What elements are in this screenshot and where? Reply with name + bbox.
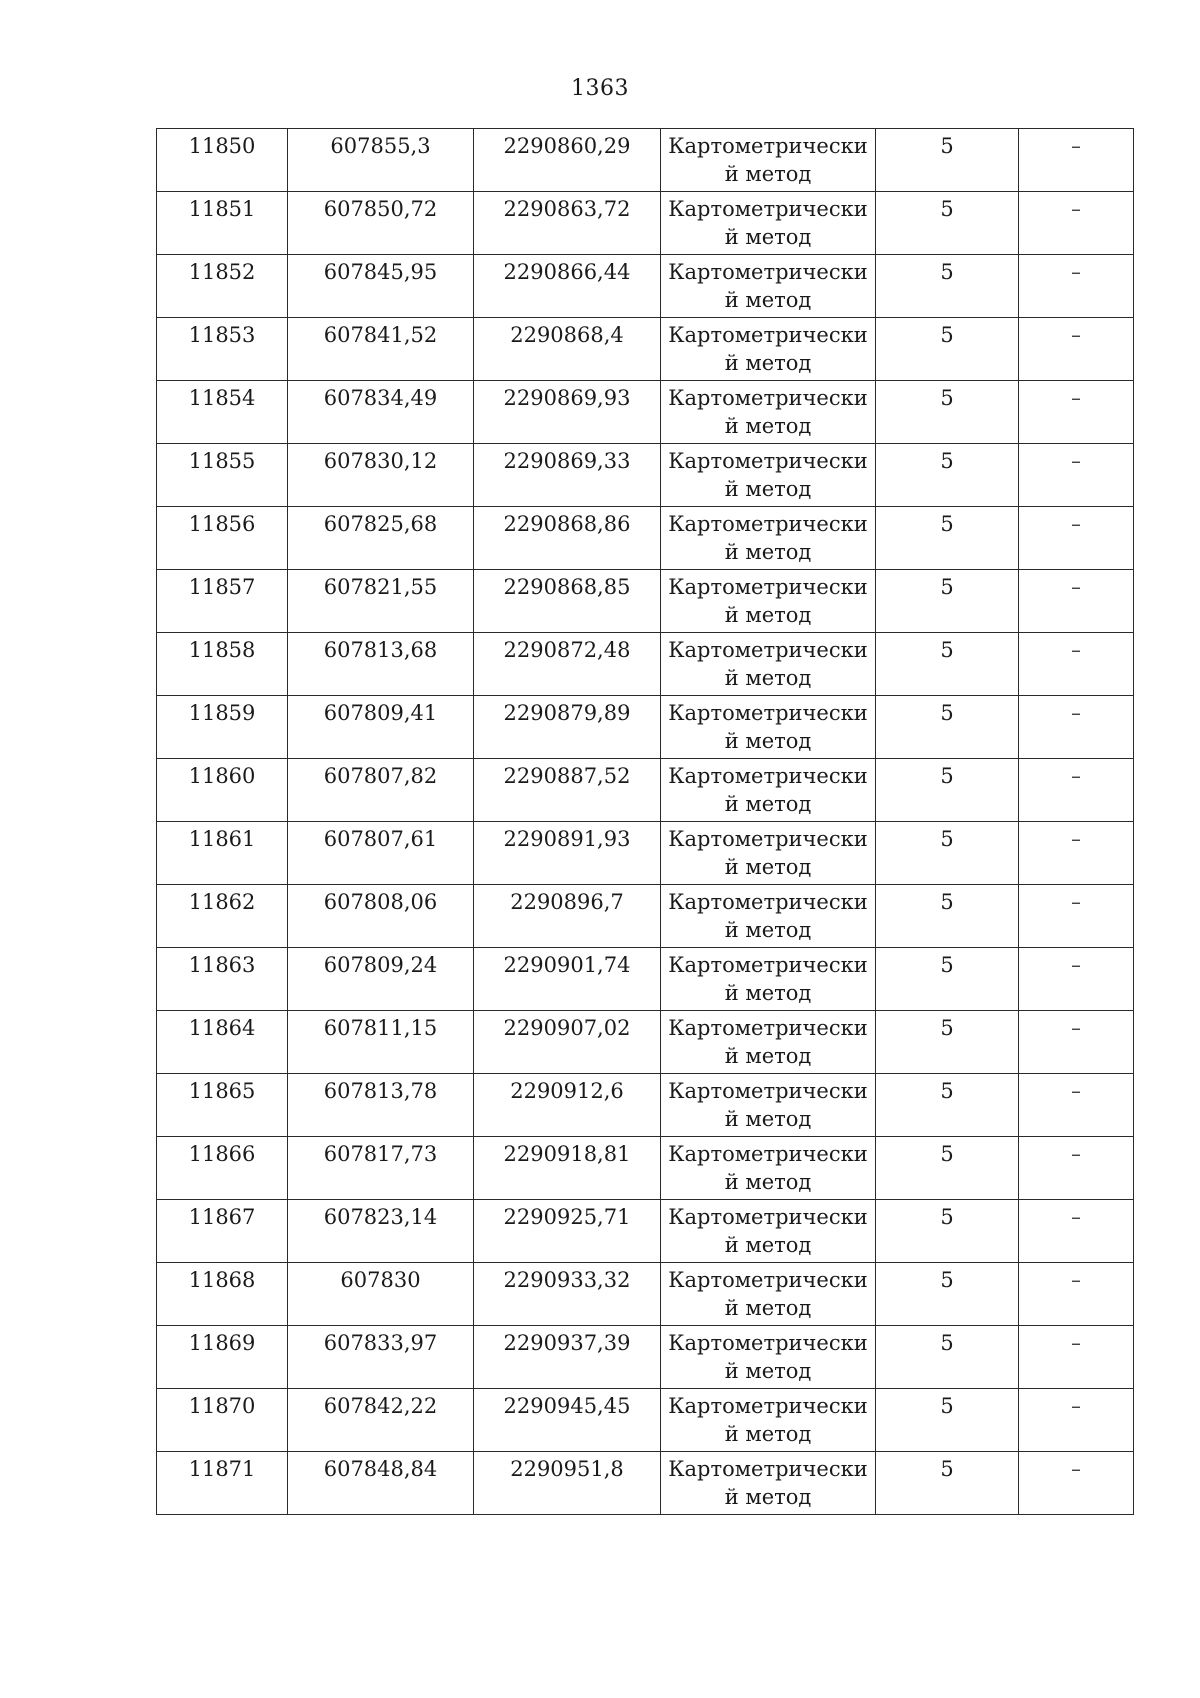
note-cell [1019,948,1134,1011]
accuracy-cell-text: 5 [940,512,954,536]
x-coordinate-cell-text: 607825,68 [323,512,438,536]
y-coordinate-cell-text: 2290887,52 [503,764,631,788]
method-cell [661,696,876,759]
page-number: 1363 [571,76,629,101]
y-coordinate-cell-text: 2290907,02 [503,1016,631,1040]
point-number-cell-text: 11863 [188,953,256,977]
point-number-cell [157,318,288,381]
table-row [157,885,1134,948]
method-cell [661,885,876,948]
accuracy-cell [876,1200,1019,1263]
x-coordinate-cell [288,1452,474,1515]
point-number-cell-text: 11857 [188,575,256,599]
accuracy-cell-text: 5 [940,1268,954,1292]
method-cell [661,444,876,507]
accuracy-cell [876,1011,1019,1074]
point-number-cell [157,129,288,192]
table-row [157,696,1134,759]
point-number-cell-text: 11862 [188,890,256,914]
y-coordinate-cell-text: 2290869,33 [503,449,631,473]
point-number-cell [157,1011,288,1074]
method-cell-text: Картометрически й метод [668,386,868,438]
x-coordinate-cell [288,570,474,633]
note-cell [1019,444,1134,507]
y-coordinate-cell-text: 2290860,29 [503,134,631,158]
y-coordinate-cell [474,1326,661,1389]
point-number-cell-text: 11871 [188,1457,256,1481]
accuracy-cell-text: 5 [940,575,954,599]
note-cell [1019,1200,1134,1263]
accuracy-cell [876,381,1019,444]
x-coordinate-cell-text: 607833,97 [323,1331,438,1355]
table-row [157,570,1134,633]
method-cell [661,1326,876,1389]
method-cell-text: Картометрически й метод [668,827,868,879]
x-coordinate-cell-text: 607841,52 [323,323,438,347]
note-cell [1019,759,1134,822]
method-cell-text: Картометрически й метод [668,953,868,1005]
point-number-cell [157,255,288,318]
accuracy-cell-text: 5 [940,701,954,725]
x-coordinate-cell [288,255,474,318]
y-coordinate-cell-text: 2290945,45 [503,1394,631,1418]
accuracy-cell-text: 5 [940,1205,954,1229]
accuracy-cell [876,255,1019,318]
note-cell [1019,1074,1134,1137]
x-coordinate-cell-text: 607813,78 [323,1079,438,1103]
table-row [157,444,1134,507]
note-cell [1019,318,1134,381]
note-cell-text: – [1071,1457,1081,1481]
x-coordinate-cell-text: 607848,84 [323,1457,438,1481]
point-number-cell-text: 11853 [188,323,256,347]
note-cell [1019,507,1134,570]
y-coordinate-cell [474,759,661,822]
method-cell [661,255,876,318]
x-coordinate-cell-text: 607808,06 [323,890,438,914]
y-coordinate-cell-text: 2290866,44 [503,260,631,284]
y-coordinate-cell-text: 2290937,39 [503,1331,631,1355]
note-cell-text: – [1071,1016,1081,1040]
note-cell-text: – [1071,764,1081,788]
method-cell-text: Картометрически й метод [668,890,868,942]
table-row [157,1137,1134,1200]
method-cell-text: Картометрически й метод [668,1142,868,1194]
point-number-cell [157,1389,288,1452]
table-row [157,1389,1134,1452]
accuracy-cell [876,1326,1019,1389]
accuracy-cell [876,1452,1019,1515]
method-cell-text: Картометрически й метод [668,449,868,501]
y-coordinate-cell [474,129,661,192]
note-cell-text: – [1071,827,1081,851]
point-number-cell-text: 11865 [188,1079,256,1103]
method-cell [661,129,876,192]
y-coordinate-cell-text: 2290868,86 [503,512,631,536]
table-row [157,318,1134,381]
y-coordinate-cell [474,1263,661,1326]
y-coordinate-cell [474,633,661,696]
method-cell [661,948,876,1011]
table-row [157,822,1134,885]
accuracy-cell-text: 5 [940,260,954,284]
table-row [157,192,1134,255]
method-cell-text: Картометрически й метод [668,1268,868,1320]
accuracy-cell-text: 5 [940,890,954,914]
note-cell [1019,633,1134,696]
x-coordinate-cell [288,696,474,759]
accuracy-cell [876,1137,1019,1200]
accuracy-cell-text: 5 [940,197,954,221]
note-cell-text: – [1071,701,1081,725]
x-coordinate-cell [288,1137,474,1200]
method-cell-text: Картометрически й метод [668,764,868,816]
note-cell [1019,1263,1134,1326]
note-cell [1019,129,1134,192]
accuracy-cell-text: 5 [940,764,954,788]
point-number-cell-text: 11858 [188,638,256,662]
method-cell [661,192,876,255]
note-cell [1019,1326,1134,1389]
point-number-cell [157,507,288,570]
y-coordinate-cell-text: 2290869,93 [503,386,631,410]
x-coordinate-cell-text: 607855,3 [330,134,431,158]
note-cell [1019,885,1134,948]
method-cell-text: Картометрически й метод [668,701,868,753]
y-coordinate-cell [474,381,661,444]
method-cell-text: Картометрически й метод [668,512,868,564]
method-cell [661,507,876,570]
x-coordinate-cell [288,1011,474,1074]
accuracy-cell-text: 5 [940,827,954,851]
accuracy-cell [876,318,1019,381]
point-number-cell-text: 11866 [188,1142,256,1166]
method-cell [661,1074,876,1137]
method-cell [661,381,876,444]
method-cell [661,1389,876,1452]
note-cell-text: – [1071,1205,1081,1229]
y-coordinate-cell [474,1200,661,1263]
method-cell-text: Картометрически й метод [668,134,868,186]
point-number-cell [157,1200,288,1263]
y-coordinate-cell-text: 2290896,7 [510,890,624,914]
point-number-cell-text: 11856 [188,512,256,536]
method-cell [661,1011,876,1074]
point-number-cell-text: 11869 [188,1331,256,1355]
point-number-cell [157,1074,288,1137]
accuracy-cell [876,570,1019,633]
table-row [157,381,1134,444]
point-number-cell [157,633,288,696]
y-coordinate-cell-text: 2290879,89 [503,701,631,725]
x-coordinate-cell [288,1389,474,1452]
method-cell-text: Картометрически й метод [668,1457,868,1509]
method-cell [661,633,876,696]
x-coordinate-cell [288,1263,474,1326]
accuracy-cell-text: 5 [940,386,954,410]
x-coordinate-cell-text: 607845,95 [323,260,438,284]
table-row [157,759,1134,822]
note-cell-text: – [1071,1268,1081,1292]
method-cell [661,318,876,381]
y-coordinate-cell [474,570,661,633]
note-cell-text: – [1071,638,1081,662]
accuracy-cell-text: 5 [940,1457,954,1481]
accuracy-cell [876,129,1019,192]
accuracy-cell [876,444,1019,507]
note-cell-text: – [1071,512,1081,536]
point-number-cell-text: 11870 [188,1394,256,1418]
accuracy-cell [876,948,1019,1011]
note-cell-text: – [1071,890,1081,914]
note-cell-text: – [1071,575,1081,599]
y-coordinate-cell-text: 2290912,6 [510,1079,624,1103]
method-cell-text: Картометрически й метод [668,1394,868,1446]
note-cell-text: – [1071,1331,1081,1355]
table-row [157,1074,1134,1137]
note-cell [1019,570,1134,633]
point-number-cell [157,885,288,948]
note-cell [1019,1011,1134,1074]
method-cell [661,1200,876,1263]
point-number-cell [157,570,288,633]
y-coordinate-cell [474,1137,661,1200]
point-number-cell-text: 11867 [188,1205,256,1229]
accuracy-cell-text: 5 [940,1394,954,1418]
method-cell-text: Картометрически й метод [668,197,868,249]
method-cell-text: Картометрически й метод [668,575,868,627]
x-coordinate-cell [288,822,474,885]
point-number-cell [157,444,288,507]
point-number-cell [157,1137,288,1200]
y-coordinate-cell [474,444,661,507]
note-cell [1019,1389,1134,1452]
note-cell [1019,696,1134,759]
table-row [157,1326,1134,1389]
point-number-cell [157,1263,288,1326]
method-cell [661,1452,876,1515]
y-coordinate-cell-text: 2290951,8 [510,1457,624,1481]
note-cell-text: – [1071,134,1081,158]
method-cell [661,570,876,633]
y-coordinate-cell [474,885,661,948]
point-number-cell [157,948,288,1011]
accuracy-cell [876,1263,1019,1326]
note-cell-text: – [1071,953,1081,977]
point-number-cell [157,1326,288,1389]
accuracy-cell [876,696,1019,759]
x-coordinate-cell-text: 607830,12 [323,449,438,473]
table-row [157,129,1134,192]
x-coordinate-cell-text: 607823,14 [323,1205,438,1229]
x-coordinate-cell-text: 607809,41 [323,701,438,725]
note-cell [1019,255,1134,318]
point-number-cell [157,192,288,255]
point-number-cell-text: 11854 [188,386,256,410]
accuracy-cell [876,1074,1019,1137]
point-number-cell [157,696,288,759]
table-row [157,1200,1134,1263]
y-coordinate-cell [474,948,661,1011]
accuracy-cell-text: 5 [940,1079,954,1103]
note-cell [1019,381,1134,444]
method-cell-text: Картометрически й метод [668,260,868,312]
note-cell-text: – [1071,449,1081,473]
point-number-cell-text: 11864 [188,1016,256,1040]
x-coordinate-cell [288,1326,474,1389]
point-number-cell-text: 11852 [188,260,256,284]
point-number-cell [157,1452,288,1515]
x-coordinate-cell-text: 607850,72 [323,197,438,221]
note-cell-text: – [1071,197,1081,221]
x-coordinate-cell [288,759,474,822]
x-coordinate-cell-text: 607807,82 [323,764,438,788]
x-coordinate-cell [288,1074,474,1137]
y-coordinate-cell [474,1389,661,1452]
note-cell-text: – [1071,386,1081,410]
table-row [157,948,1134,1011]
method-cell-text: Картометрически й метод [668,323,868,375]
y-coordinate-cell-text: 2290868,85 [503,575,631,599]
note-cell [1019,1452,1134,1515]
point-number-cell [157,381,288,444]
method-cell-text: Картометрически й метод [668,1331,868,1383]
point-number-cell-text: 11861 [188,827,256,851]
note-cell-text: – [1071,323,1081,347]
accuracy-cell [876,633,1019,696]
note-cell-text: – [1071,260,1081,284]
point-number-cell-text: 11860 [188,764,256,788]
y-coordinate-cell-text: 2290868,4 [510,323,624,347]
accuracy-cell-text: 5 [940,1016,954,1040]
x-coordinate-cell-text: 607830 [340,1268,421,1292]
method-cell [661,1137,876,1200]
accuracy-cell-text: 5 [940,1142,954,1166]
x-coordinate-cell-text: 607811,15 [323,1016,438,1040]
method-cell-text: Картометрически й метод [668,1205,868,1257]
point-number-cell-text: 11851 [188,197,256,221]
method-cell [661,822,876,885]
y-coordinate-cell [474,822,661,885]
accuracy-cell-text: 5 [940,953,954,977]
y-coordinate-cell-text: 2290872,48 [503,638,631,662]
y-coordinate-cell-text: 2290918,81 [503,1142,631,1166]
x-coordinate-cell-text: 607821,55 [323,575,438,599]
y-coordinate-cell [474,318,661,381]
method-cell-text: Картометрически й метод [668,638,868,690]
x-coordinate-cell [288,318,474,381]
table-row [157,1011,1134,1074]
y-coordinate-cell-text: 2290925,71 [503,1205,631,1229]
y-coordinate-cell [474,507,661,570]
y-coordinate-cell-text: 2290891,93 [503,827,631,851]
x-coordinate-cell [288,444,474,507]
table-row [157,507,1134,570]
point-number-cell-text: 11855 [188,449,256,473]
x-coordinate-cell [288,948,474,1011]
accuracy-cell [876,822,1019,885]
note-cell-text: – [1071,1079,1081,1103]
y-coordinate-cell [474,1452,661,1515]
y-coordinate-cell-text: 2290863,72 [503,197,631,221]
method-cell [661,1263,876,1326]
note-cell [1019,1137,1134,1200]
x-coordinate-cell [288,381,474,444]
x-coordinate-cell-text: 607817,73 [323,1142,438,1166]
x-coordinate-cell [288,192,474,255]
point-number-cell [157,822,288,885]
method-cell-text: Картометрически й метод [668,1079,868,1131]
x-coordinate-cell-text: 607834,49 [323,386,438,410]
table-row [157,633,1134,696]
x-coordinate-cell [288,885,474,948]
y-coordinate-cell-text: 2290933,32 [503,1268,631,1292]
x-coordinate-cell-text: 607842,22 [323,1394,438,1418]
y-coordinate-cell [474,696,661,759]
note-cell-text: – [1071,1394,1081,1418]
point-number-cell-text: 11859 [188,701,256,725]
y-coordinate-cell-text: 2290901,74 [503,953,631,977]
method-cell [661,759,876,822]
x-coordinate-cell-text: 607807,61 [323,827,438,851]
method-cell-text: Картометрически й метод [668,1016,868,1068]
table-row [157,255,1134,318]
x-coordinate-cell [288,129,474,192]
y-coordinate-cell [474,1011,661,1074]
x-coordinate-cell [288,507,474,570]
accuracy-cell-text: 5 [940,638,954,662]
accuracy-cell-text: 5 [940,449,954,473]
note-cell [1019,192,1134,255]
accuracy-cell-text: 5 [940,134,954,158]
y-coordinate-cell [474,1074,661,1137]
point-number-cell-text: 11868 [188,1268,256,1292]
accuracy-cell [876,192,1019,255]
accuracy-cell-text: 5 [940,323,954,347]
accuracy-cell-text: 5 [940,1331,954,1355]
point-number-cell [157,759,288,822]
accuracy-cell [876,885,1019,948]
point-number-cell-text: 11850 [188,134,256,158]
coordinates-table [156,128,1134,1515]
accuracy-cell [876,759,1019,822]
note-cell [1019,822,1134,885]
x-coordinate-cell [288,633,474,696]
table-body [157,129,1134,1515]
y-coordinate-cell [474,255,661,318]
y-coordinate-cell [474,192,661,255]
table-row [157,1263,1134,1326]
table-row [157,1452,1134,1515]
x-coordinate-cell-text: 607813,68 [323,638,438,662]
accuracy-cell [876,507,1019,570]
x-coordinate-cell [288,1200,474,1263]
accuracy-cell [876,1389,1019,1452]
x-coordinate-cell-text: 607809,24 [323,953,438,977]
note-cell-text: – [1071,1142,1081,1166]
